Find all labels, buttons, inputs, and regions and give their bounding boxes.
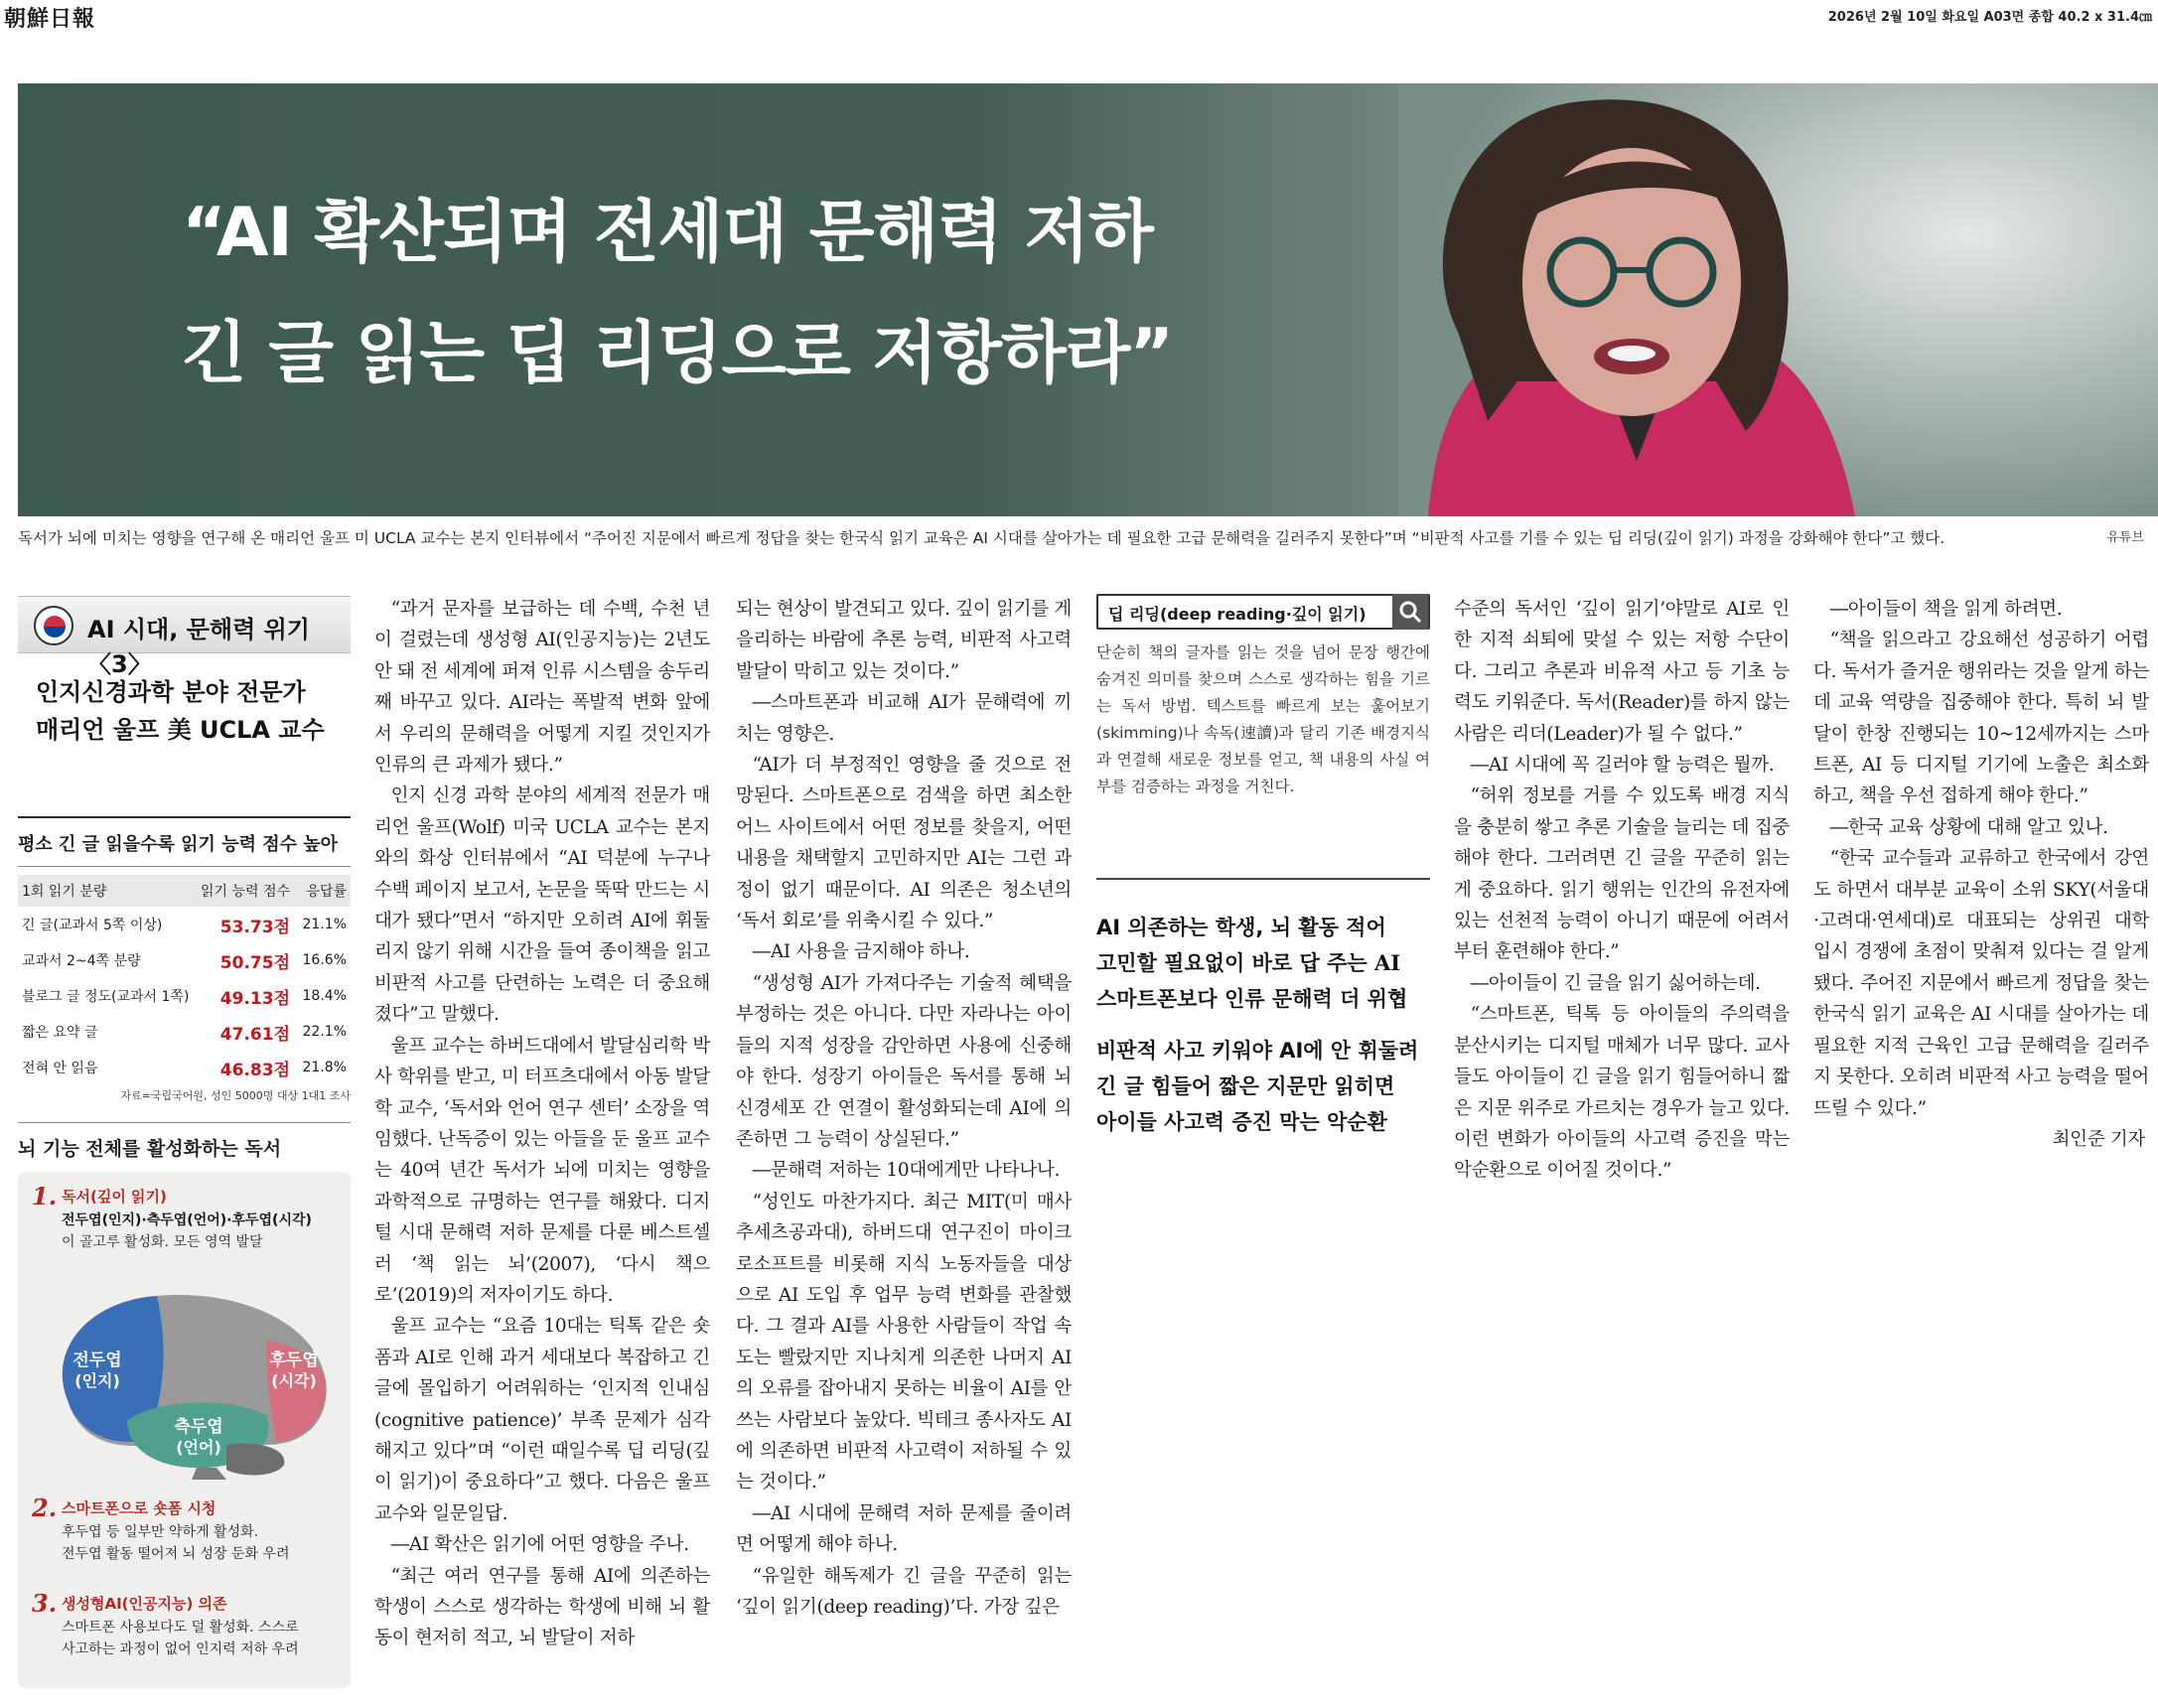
- brain-illustration: [28, 1281, 346, 1480]
- frontal-label: 전두엽: [72, 1351, 122, 1370]
- question: ―아이들이 긴 글을 읽기 싫어하는데.: [1470, 972, 1761, 994]
- question: ―AI 시대에 문해력 저하 문제를 줄이려면 어떻게 해야 하나.: [736, 1502, 1072, 1556]
- series-title: AI 시대, 문해력 위기〈3〉: [87, 616, 310, 678]
- paragraph: 수준의 독서인 ‘깊이 읽기’야말로 AI로 인한 지적 쇠퇴에 맞설 수 있는 저항 수단이다. 그리고 추론과 비유적 사고 등 기초 능력도 키워준다. 독서(Reader)를 하지 않는 사람은 리더(Leader)가 될 수 없다.”: [1454, 599, 1790, 745]
- item-desc-line: 후두엽 등 일부만 약하게 활성화.: [62, 1524, 259, 1540]
- pull-quotes: [1096, 910, 1430, 1140]
- pull-line: 아이들 사고력 증진 막는 악순환: [1096, 1109, 1387, 1134]
- col-header: 응답률: [306, 884, 347, 900]
- table-source: 자료=국립국어원, 성인 5000명 대상 1대1 조사: [120, 1089, 351, 1102]
- article-column-5: [1813, 594, 2149, 1155]
- question: ―한국 교육 상황에 대해 알고 있나.: [1829, 816, 2108, 838]
- row-score: 46.83점: [219, 1060, 290, 1080]
- byline: 최인준 기자: [2052, 1128, 2145, 1150]
- item-desc: [62, 1617, 350, 1660]
- pull-line: AI 의존하는 학생, 뇌 활동 적어: [1096, 916, 1386, 939]
- row-rate: 21.8%: [302, 1060, 347, 1075]
- item-desc: [62, 1521, 350, 1565]
- row-label: 짧은 요약 글: [22, 1025, 98, 1041]
- question: ―아이들이 책을 읽게 하려면.: [1829, 599, 2063, 620]
- paragraph: 울프 교수는 하버드대에서 발달심리학 박사 학위를 받고, 미 터프츠대에서 아동 발달학 교수, ‘독서와 언어 연구 센터’ 소장을 역임했다. 난독증이 있는 아들을 둔 울프 교수는 40여 년간 독서가 뇌에 미치는 영향을 과학적으로 규명하는 연구를 해왔다. 디지털 시대 문해력 저하 문제를 다룬 베스트셀러 ‘책 읽는 뇌’(2007), ‘다시 책으로’(2019)의 저자이기도 하다.: [374, 1035, 710, 1306]
- paragraph: 울프 교수는 “요즘 10대는 틱톡 같은 숏폼과 AI로 인해 과거 세대보다 복잡하고 긴 글에 몰입하기 어려워하는 ‘인지적 인내심(cognitive patience)’ 부족 문제가 심각해지고 있다”며 “이런 때일수록 딥 리딩(깊이 읽기)이 중요하다”고 했다. 다음은 울프 교수와 일문일답.: [374, 1316, 710, 1524]
- table-header: [18, 875, 351, 907]
- paragraph: “스마트폰, 틱톡 등 아이들의 주의력을 분산시키는 디지털 매체가 너무 많다. 교사들도 아이들이 긴 글을 읽기 힘들어하니 짧은 지문 위주로 가르치는 경우가 늘고 있다. 이런 변화가 아이들의 사고력 증진을 막는 악순환으로 이어질 것이다.”: [1454, 1004, 1790, 1182]
- headline-line-2: 긴 글 읽는 딥 리딩으로 저항하라”: [182, 315, 1174, 393]
- article-column-2: [736, 594, 1072, 1623]
- question: ―AI 시대에 꼭 길러야 할 능력은 뭘까.: [1470, 755, 1775, 777]
- item-desc-line: 사고하는 과정이 없어 인지력 저하 우려: [62, 1641, 299, 1657]
- row-label: 블로그 글 정도(교과서 1쪽): [22, 989, 190, 1005]
- sidebar: [18, 596, 351, 1688]
- pull-line: 비판적 사고 키워야 AI에 안 휘둘려: [1096, 1039, 1419, 1063]
- reading-score-table: [18, 826, 351, 1103]
- row-label: 교과서 2~4쪽 분량: [22, 953, 141, 969]
- paragraph: “과거 문자를 보급하는 데 수백, 수천 년이 걸렸는데 생성형 AI(인공지능)는 2년도 안 돼 전 세계에 퍼져 인류 시스템을 송두리째 바꾸고 있다. AI라는 폭발적 변화 앞에서 우리의 문해력을 어떻게 지킬 것인지가 인류의 큰 과제가 됐다.”: [374, 599, 710, 777]
- occipital-label: 후두엽: [269, 1351, 319, 1370]
- paragraph: “생성형 AI가 가져다주는 기술적 혜택을 부정하는 것은 아니다. 다만 자라나는 아이들의 지적 성장을 감안하면 사용에 신중해야 한다. 성장기 아이들은 독서를 통해 뇌 신경세포 간 연결이 활성화되는데 AI에 의존하면 그 능력이 상실된다.”: [736, 972, 1072, 1150]
- divider: [1096, 878, 1430, 880]
- item-desc: [62, 1210, 350, 1253]
- table-row: [18, 978, 351, 1014]
- table-row: [18, 1014, 351, 1050]
- item-heading: 생성형AI(인공지능) 의존: [62, 1595, 227, 1613]
- row-rate: 22.1%: [302, 1024, 347, 1040]
- brain-infographic: [18, 1172, 351, 1688]
- glossary-head: [1096, 594, 1430, 630]
- paragraph: “허위 정보를 거를 수 있도록 배경 지식을 충분히 쌓고 추론 기술을 늘리는 데 집중해야 한다. 그러려면 긴 글을 꾸준히 읽는 게 중요하다. 읽기 행위는 인간의 유전자에 있는 선천적 능력이 아니기 때문에 어려서부터 훈련해야 한다.”: [1454, 785, 1790, 963]
- hero-banner: [18, 83, 2158, 516]
- cerebellum: [226, 1444, 284, 1476]
- interviewee-name: 매리언 울프 美 UCLA 교수: [36, 716, 325, 744]
- interviewee-field: 인지신경과학 분야 전문가: [36, 678, 306, 706]
- row-label: 긴 글(교과서 5쪽 이상): [22, 918, 163, 933]
- item-desc-line: 전두엽 활동 떨어져 뇌 성장 둔화 우려: [62, 1546, 290, 1562]
- paragraph: “책을 읽으라고 강요해선 성공하기 어렵다. 독서가 즐거운 행위라는 것을 알게 하는 데 교육 역량을 집중해야 한다. 특히 뇌 발달이 한창 진행되는 10~12세까지는 스마트폰, AI 등 디지털 기기에 노출은 최소화하고, 책을 우선 접하게 해야 한다.”: [1813, 630, 2149, 807]
- article-column-1: [374, 594, 710, 1654]
- table-row: [18, 1050, 351, 1085]
- pull-line: 스마트폰보다 인류 문해력 더 위협: [1096, 986, 1408, 1011]
- glossary-definition: 단순히 책의 글자를 읽는 것을 넘어 문장 행간에 숨겨진 의미를 찾으며 스스로 생각하는 힘을 기르는 독서 방법. 텍스트를 빠르게 보는 훑어보기(skimming)나 속독(速讀)과 달리 기존 배경지식과 연결해 새로운 정보를 얻고, 책 내용의 사실 여부를 검증하는 과정을 거친다.: [1096, 643, 1430, 795]
- newspaper-logo: 朝鮮日報: [4, 6, 96, 32]
- item-desc-line: 스마트폰 사용보다도 덜 활성화. 스스로: [62, 1620, 299, 1636]
- row-score: 49.13점: [219, 988, 290, 1009]
- glossary-box: [1096, 594, 1430, 800]
- glossary-term: 딥 리딩(deep reading·깊이 읽기): [1108, 605, 1367, 624]
- item-desc-line: 전두엽(인지)·측두엽(언어)·후두엽(시각): [62, 1212, 312, 1228]
- pull-line: 긴 글 힘들어 짧은 지문만 읽히면: [1096, 1073, 1395, 1098]
- interviewee-intro: [36, 673, 344, 749]
- question: ―AI 확산은 읽기에 어떤 영향을 주나.: [390, 1534, 689, 1556]
- row-label: 전혀 안 읽음: [22, 1061, 98, 1076]
- row-rate: 21.1%: [302, 917, 347, 932]
- search-icon: [1392, 594, 1428, 630]
- paragraph: “최근 여러 연구를 통해 AI에 의존하는 학생이 스스로 생각하는 학생에 비해 뇌 활동이 현저히 적고, 뇌 발달이 저하: [374, 1565, 710, 1649]
- question: ―스마트폰과 비교해 AI가 문해력에 끼치는 영향은.: [736, 692, 1072, 745]
- photo-credit: 유튜브: [2106, 530, 2144, 545]
- photo-caption: 독서가 뇌에 미치는 영향을 연구해 온 매리언 울프 미 UCLA 교수는 본지 인터뷰에서 “주어진 지문에서 빠르게 정답을 찾는 한국식 읽기 교육은 AI 시대를 살아가는 데 필요한 고급 문해력을 길러주지 못한다”며 “비판적 사고를 기를 수 있는 딥 리딩(깊이 읽기) 과정을 강화해야 한다”고 했다.: [18, 529, 1945, 547]
- brain-stem: [192, 1468, 226, 1480]
- paragraph: “한국 교수들과 교류하고 한국에서 강연도 하면서 대부분 교육이 소위 SKY(서울대·고려대·연세대)로 대표되는 상위권 대학 입시 경쟁에 초점이 맞춰져 있다는 걸 알게 됐다. 주어진 지문에서 빠르게 정답을 찾는 한국식 읽기 교육은 AI 시대를 살아가는 데 필요한 지적 근육인 고급 문해력을 길러주지 못한다. 오히려 비판적 사고 능력을 떨어뜨릴 수 있다.”: [1813, 848, 2149, 1119]
- paragraph: “유일한 해독제가 긴 글을 꾸준히 읽는 ‘깊이 읽기(deep reading)’다. 가장 깊은: [736, 1565, 1072, 1618]
- table-title: 평소 긴 글 읽을수록 읽기 능력 점수 높아: [18, 826, 351, 867]
- paragraph: “성인도 마찬가지다. 최근 MIT(미 매사추세츠공과대), 하버드대 연구진이 마이크로소프트를 비롯해 지식 노동자들을 대상으로 AI 도입 후 업무 능력 변화를 관찰했다. 그 결과 AI를 사용한 사람들이 작업 속도는 빨랐지만 지나치게 의존한 나머지 AI의 오류를 잡아내지 못하는 비율이 AI를 안 쓰는 사람보다 높았다. 빅테크 종사자도 AI에 의존하면 비판적 사고력이 저하될 수 있는 것이다.”: [736, 1191, 1072, 1494]
- brain-section-title: 뇌 기능 전체를 활성화하는 독서: [18, 1138, 282, 1160]
- row-rate: 18.4%: [302, 988, 347, 1004]
- series-header: [18, 596, 351, 678]
- interviewee-photo: [1398, 83, 2158, 516]
- table-row: [18, 907, 351, 942]
- item-desc-line: 이 골고루 활성화. 모든 영역 발달: [62, 1234, 263, 1250]
- korean-flag-icon: [34, 606, 73, 645]
- divider: [18, 816, 351, 818]
- row-score: 53.73점: [219, 917, 290, 937]
- pull-line: 고민할 필요없이 바로 답 주는 AI: [1096, 950, 1401, 975]
- col-header: 1회 읽기 분량: [22, 884, 107, 900]
- headline: [182, 173, 1423, 415]
- item-number: 3.: [32, 1589, 58, 1618]
- row-rate: 16.6%: [302, 952, 347, 968]
- row-score: 47.61점: [219, 1024, 290, 1045]
- article-column-4: [1454, 594, 1790, 1187]
- item-heading: 스마트폰으로 숏폼 시청: [62, 1499, 216, 1517]
- item-number: 2.: [32, 1494, 58, 1522]
- question: ―문해력 저하는 10대에게만 나타나나.: [752, 1160, 1061, 1182]
- paragraph: “AI가 더 부정적인 영향을 줄 것으로 전망된다. 스마트폰으로 검색을 하면 최소한 어느 사이트에서 어떤 정보를 찾을지, 어떤 내용을 채택할지 고민하지만 AI는 그런 과정이 없기 때문이다. AI 의존은 청소년의 ‘독서 회로’를 위축시킬 수 있다.”: [736, 755, 1072, 932]
- row-score: 50.75점: [219, 952, 290, 973]
- occipital-sub-label: (시각): [271, 1371, 317, 1390]
- headline-line-1: “AI 확산되며 전세대 문해력 저하: [182, 194, 1153, 272]
- table-row: [18, 942, 351, 978]
- col-header: 읽기 능력 점수: [200, 884, 290, 900]
- paragraph: 되는 현상이 발견되고 있다. 깊이 읽기를 게을리하는 바람에 추론 능력, 비판적 사고력 발달이 막히고 있는 것이다.”: [736, 599, 1072, 682]
- issue-meta: 2026년 2월 10일 화요일 A03면 종합 40.2 x 31.4㎝: [1827, 10, 2152, 25]
- temporal-sub-label: (언어): [176, 1438, 221, 1457]
- divider: [18, 1122, 351, 1123]
- paragraph: 인지 신경 과학 분야의 세계적 전문가 매리언 울프(Wolf) 미국 UCLA 교수는 본지와의 화상 인터뷰에서 “AI 덕분에 누구나 수백 페이지 보고서, 논문을 뚝딱 만드는 시대가 됐다”면서 “하지만 오히려 AI에 휘둘리지 않기 위해 시간을 들여 종이책을 읽고 비판적 사고를 단련하는 노력은 더 중요해졌다”고 말했다.: [374, 785, 710, 1026]
- temporal-label: 측두엽: [174, 1417, 223, 1437]
- frontal-sub-label: (인지): [74, 1371, 120, 1390]
- masthead: [0, 0, 2158, 30]
- question: ―AI 사용을 금지해야 하나.: [752, 941, 970, 963]
- item-number: 1.: [32, 1182, 58, 1210]
- item-heading: 독서(깊이 읽기): [62, 1188, 167, 1206]
